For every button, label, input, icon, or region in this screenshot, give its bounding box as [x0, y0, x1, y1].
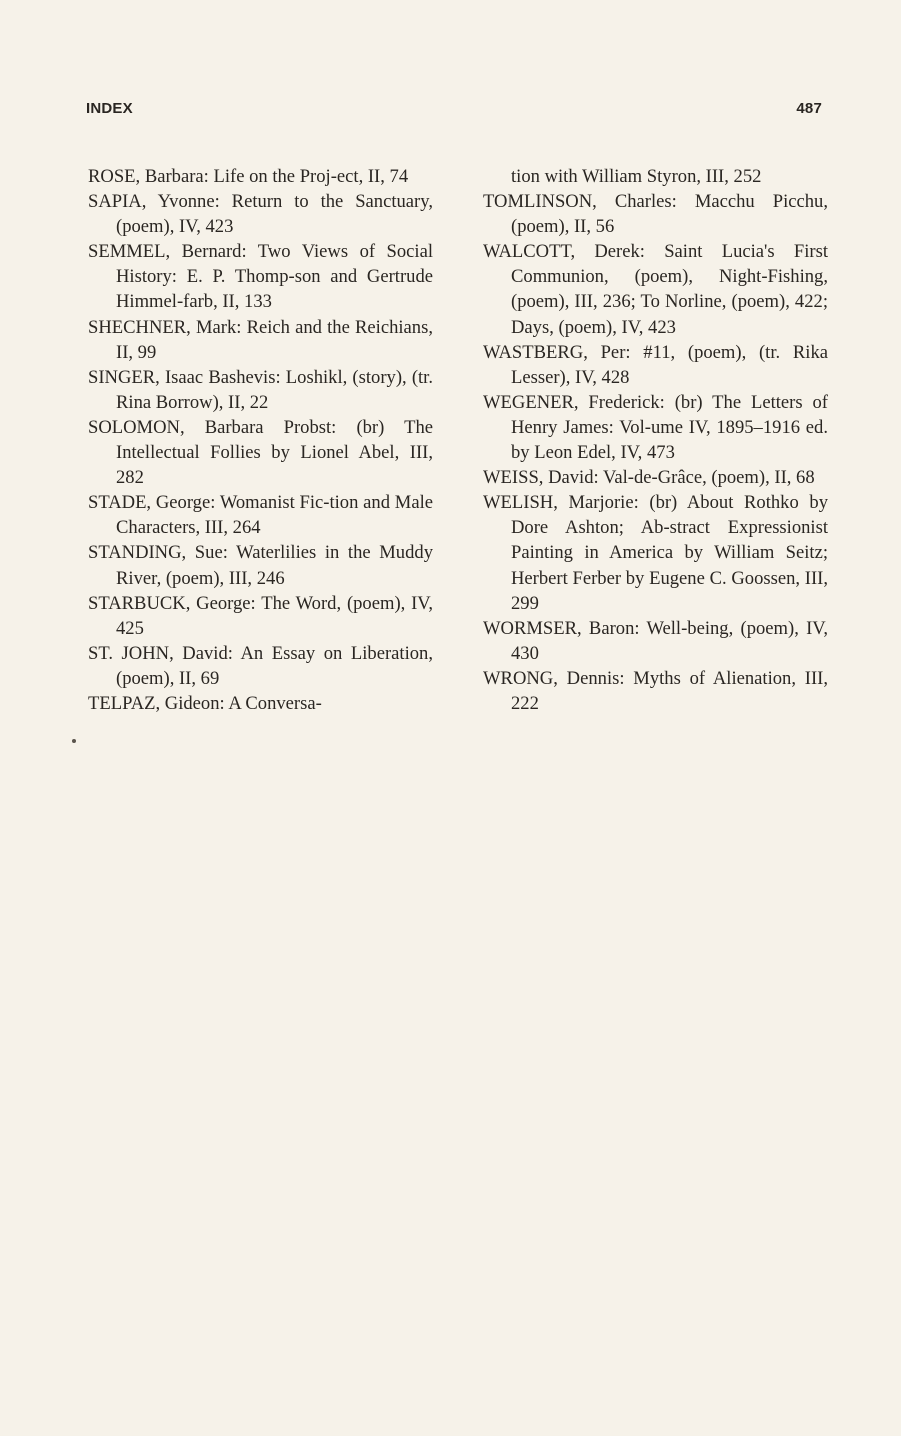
index-entry: WEISS, David: Val-de-Grâce, (poem), II, 68	[483, 467, 815, 489]
index-entry: WRONG, Dennis: Myths of Alienation, III, 222	[483, 667, 828, 714]
page-number: 487	[796, 100, 822, 117]
margin-speck	[72, 739, 76, 743]
running-head	[86, 100, 822, 122]
index-column-right	[483, 164, 828, 716]
index-column-left	[88, 164, 433, 716]
index-entry: SOLOMON, Barbara Probst: (br) The Intellectual Follies by Lionel Abel, III, 282	[88, 416, 433, 489]
index-entry: STARBUCK, George: The Word, (poem), IV, 425	[88, 592, 433, 639]
index-entry: WELISH, Marjorie: (br) About Rothko by Dore Ashton; Ab-stract Expressionist Painting in America by William Seitz; Herbert Ferber by Eugene C. Goossen, III, 299	[483, 492, 828, 614]
index-entry: STADE, George: Womanist Fic-tion and Male Characters, III, 264	[88, 492, 433, 539]
index-entry: TOMLINSON, Charles: Macchu Picchu, (poem), II, 56	[483, 191, 828, 238]
index-entry: WEGENER, Frederick: (br) The Letters of Henry James: Vol-ume IV, 1895–1916 ed. by Leon Edel, IV, 473	[483, 391, 828, 464]
running-head-title: INDEX	[86, 100, 133, 117]
index-entry: WALCOTT, Derek: Saint Lucia's First Communion, (poem), Night-Fishing, (poem), III, 236; To Norline, (poem), 422; Days, (poem), IV, 423	[483, 241, 828, 338]
index-entry: ROSE, Barbara: Life on the Proj-ect, II, 74	[88, 166, 409, 187]
index-entry: ST. JOHN, David: An Essay on Liberation, (poem), II, 69	[88, 642, 433, 689]
index-entry: WORMSER, Baron: Well-being, (poem), IV, 430	[483, 617, 828, 664]
index-entry-continuation: tion with William Styron, III, 252	[511, 166, 762, 187]
index-entry: SINGER, Isaac Bashevis: Loshikl, (story), (tr. Rina Borrow), II, 22	[88, 366, 433, 413]
index-entry: STANDING, Sue: Waterlilies in the Muddy River, (poem), III, 246	[88, 542, 433, 589]
index-entry: WASTBERG, Per: #11, (poem), (tr. Rika Lesser), IV, 428	[483, 341, 828, 388]
index-entry: SHECHNER, Mark: Reich and the Reichians, II, 99	[88, 316, 433, 363]
index-entry: TELPAZ, Gideon: A Conversa-	[88, 692, 322, 714]
index-entry: SEMMEL, Bernard: Two Views of Social History: E. P. Thomp-son and Gertrude Himmel-farb, II, 133	[88, 241, 433, 313]
index-entry: SAPIA, Yvonne: Return to the Sanctuary, (poem), IV, 423	[88, 191, 433, 238]
